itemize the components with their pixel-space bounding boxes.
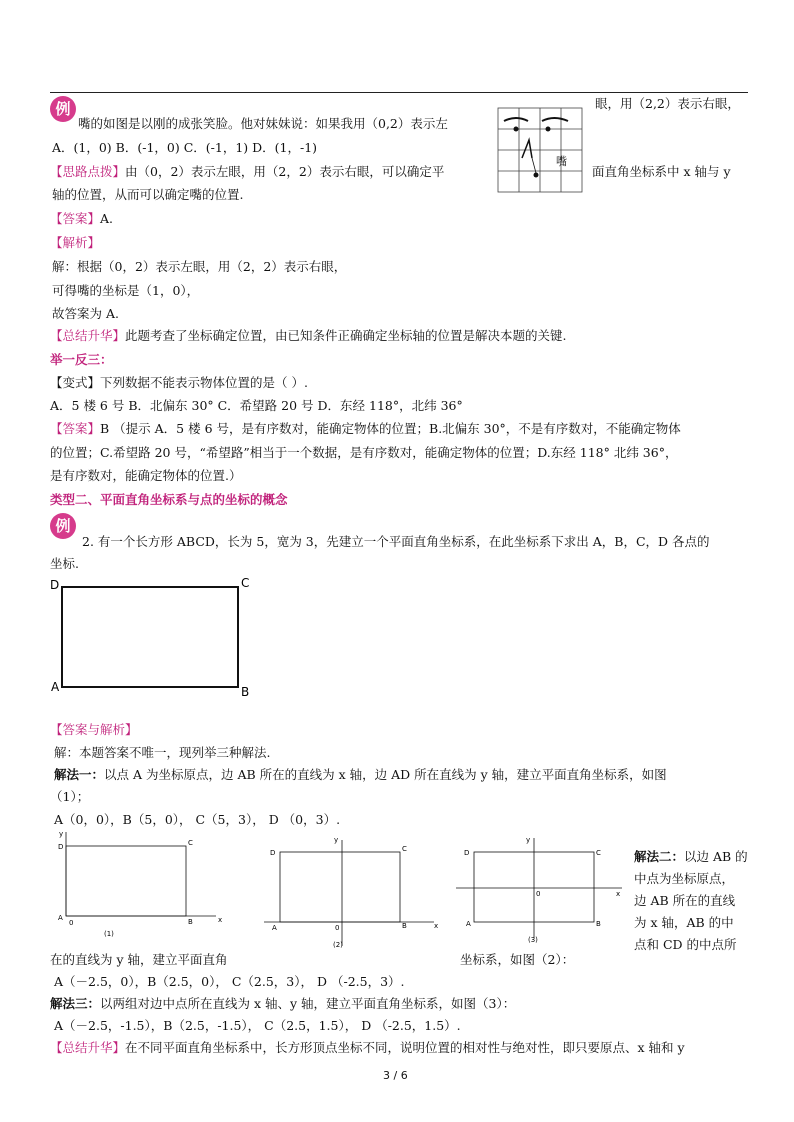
- variant-answer-text-3: 是有序数对，能确定物体的位置.）: [50, 468, 242, 483]
- section-heading: 类型二、平面直角坐标系与点的坐标的概念: [50, 492, 288, 507]
- method3-coords: A（－2.5，-1.5），B（2.5，-1.5）， C（2.5，1.5）， D （-2.5，1.5）.: [54, 1018, 461, 1033]
- figure-3: [452, 834, 632, 946]
- svg-text:C: C: [596, 849, 601, 857]
- figure-1-caption: (1): [104, 930, 114, 938]
- answer-options: A．(1，0) B．(-1，0) C．(-1，1) D．(1，-1): [52, 140, 318, 155]
- svg-text:C: C: [188, 839, 193, 847]
- method3-head: 解法三：: [50, 996, 101, 1011]
- svg-text:D: D: [58, 843, 64, 851]
- answer-tag: 【答案】: [50, 211, 101, 226]
- solution-intro: 解：本题答案不唯一，现列举三种解法.: [54, 745, 271, 760]
- svg-text:x: x: [218, 916, 223, 924]
- svg-text:0: 0: [69, 919, 74, 927]
- variant-options: A．5 楼 6 号 B．北偏东 30° C．希望路 20 号 D．东经 118°，北纬 36°: [50, 398, 463, 413]
- variant-answer-text-2: 的位置；C.希望路 20 号，“希望路”相当于一个数据，是有序数对，能确定物体的位置；D.东经 118° 北纬 36°，: [50, 445, 678, 460]
- method2-side: 解法二：以边 AB 的 中点为坐标原点， 边 AB 所在的直线 为 x 轴，AB 的中 点和 CD 的中点所: [634, 849, 748, 952]
- figure-3-caption: (3): [528, 936, 538, 944]
- svg-text:0: 0: [536, 890, 541, 898]
- svg-text:A: A: [58, 914, 63, 922]
- question-text: 嘴的如图是以刚的成张笑脸。他对妹妹说：如果我用（0,2）表示左: [78, 116, 448, 131]
- svg-text:A: A: [272, 924, 277, 932]
- label-A: A: [51, 680, 60, 694]
- solution-summary-text: 在不同平面直角坐标系中，长方形顶点坐标不同，说明位置的相对性与绝对性，即只要原点、x 轴和 y: [125, 1040, 685, 1055]
- example-badge: 例: [50, 96, 76, 122]
- svg-text:A: A: [466, 920, 471, 928]
- example2-question: 2. 有一个长方形 ABCD，长为 5，宽为 3，先建立一个平面直角坐标系，在此坐标系下求出 A，B，C，D 各点的: [82, 534, 710, 549]
- hint-text-right: 面直角坐标系中 x 轴与 y: [592, 164, 731, 179]
- svg-text:y: y: [334, 836, 339, 844]
- method1-head: 解法一：: [54, 767, 105, 782]
- svg-text:C: C: [402, 845, 407, 853]
- rectangle-abcd-figure: [48, 574, 258, 700]
- summary-tag: 【总结升华】: [50, 328, 126, 343]
- example-badge-2: 例: [50, 513, 76, 539]
- hint-text-2: 轴的位置，从而可以确定嘴的位置.: [52, 187, 244, 202]
- figure-2: [262, 834, 442, 952]
- svg-text:B: B: [188, 918, 193, 926]
- solution-tag: 【答案与解析】: [50, 722, 138, 737]
- method1-coords: A（0，0），B（5，0）， C（5，3）， D （0，3）.: [54, 812, 341, 827]
- answer-text: A.: [100, 211, 114, 226]
- label-C: C: [241, 576, 250, 590]
- solution-line-2: 可得嘴的坐标是（1，0），: [52, 283, 200, 298]
- svg-text:y: y: [526, 836, 531, 844]
- svg-text:0: 0: [335, 924, 340, 932]
- method1-text-2: （1）；: [50, 789, 90, 804]
- question-text-right: 眼，用（2,2）表示右眼，: [595, 96, 740, 111]
- face-grid-figure: [492, 104, 586, 196]
- label-B: B: [241, 685, 250, 699]
- svg-text:B: B: [596, 920, 601, 928]
- svg-text:D: D: [270, 849, 276, 857]
- method2-text-mid: 坐标系，如图（2）：: [460, 952, 575, 967]
- figure-2-caption: (2): [333, 941, 343, 949]
- solution-line-1: 解：根据（0，2）表示左眼，用（2，2）表示右眼，: [52, 259, 347, 274]
- figure-1: [56, 828, 228, 940]
- header-rule: [50, 92, 748, 93]
- svg-text:x: x: [616, 890, 621, 898]
- variant-answer-tag: 【答案】: [50, 421, 101, 436]
- summary-text: 此题考查了坐标确定位置，由已知条件正确确定坐标轴的位置是解决本题的关键.: [125, 328, 567, 343]
- mouth-label: 嘴: [556, 155, 567, 168]
- hint-text: 由（0，2）表示左眼，用（2，2）表示右眼，可以确定平: [125, 164, 445, 179]
- method3-text: 以两组对边中点所在直线为 x 轴、y 轴，建立平面直角坐标系，如图（3）：: [100, 996, 516, 1011]
- solution-summary-tag: 【总结升华】: [50, 1040, 126, 1055]
- variant-answer-text: B （提示 A．5 楼 6 号，是有序数对，能确定物体的位置；B.北偏东 30°，不是有序数对，不能确定物体: [100, 421, 681, 436]
- label-D: D: [50, 578, 60, 592]
- svg-text:x: x: [434, 922, 439, 930]
- svg-text:y: y: [59, 830, 64, 838]
- hint-tag: 【思路点拨】: [50, 164, 126, 179]
- method2-text-left: 在的直线为 y 轴，建立平面直角: [50, 952, 228, 967]
- example2-question-2: 坐标.: [50, 556, 79, 571]
- solution-line-3: 故答案为 A.: [52, 306, 119, 321]
- analysis-tag: 【解析】: [50, 235, 101, 250]
- variant-heading: 举一反三：: [50, 352, 113, 367]
- page-number: 3 / 6: [383, 1069, 408, 1082]
- method2-coords: A（－2.5，0），B（2.5，0）， C（2.5，3）， D （-2.5，3）.: [54, 974, 405, 989]
- method1-text: 以点 A 为坐标原点，边 AB 所在的直线为 x 轴，边 AD 所在直线为 y 轴，建立平面直角坐标系，如图: [104, 767, 667, 782]
- variant-question: 【变式】下列数据不能表示物体位置的是（ ）.: [50, 375, 308, 390]
- svg-text:B: B: [402, 922, 407, 930]
- svg-text:D: D: [464, 849, 470, 857]
